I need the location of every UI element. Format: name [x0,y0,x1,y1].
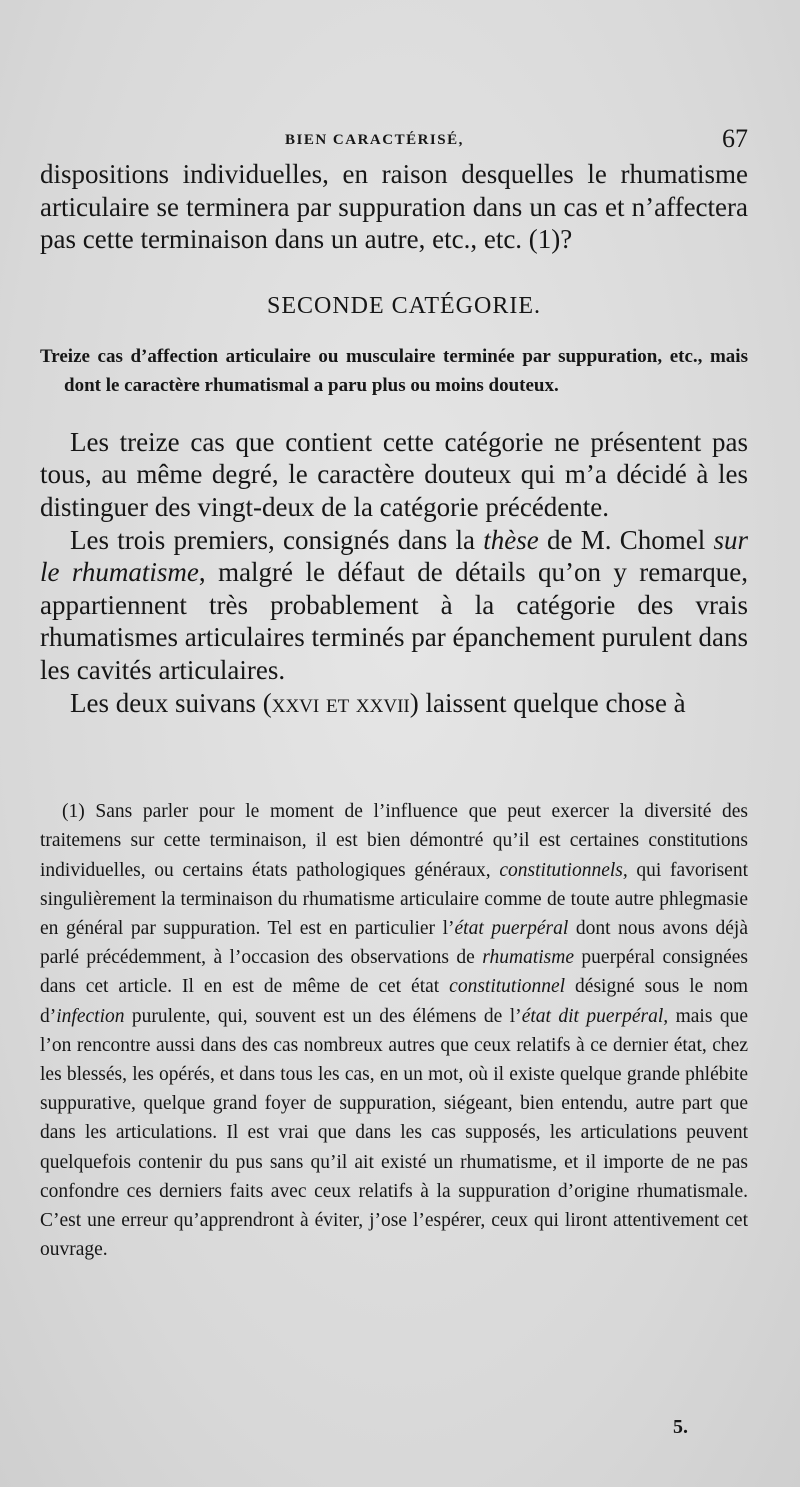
section-body [40,426,748,719]
paragraph-3 [40,687,748,720]
footnote-text [40,797,748,1264]
case-numbers: xxvi et xxvii [271,687,410,718]
running-title: BIEN CARACTÉRISÉ, [285,132,464,148]
footnote-italic: constitutionnel [449,976,566,998]
paragraph-2-text: de M. Chomel [538,524,714,555]
footnote-segment: (1) Sans parler pour le moment de l’influence que peut exercer la diversité des traitemens sur cette terminaison, il est bien démontré qu’il est certaines constitutions individuelles, ou certains états pathologiques généraux, [40,801,748,881]
footnote-segment: purulente, qui, souvent est un des élémens de l’ [124,1005,522,1027]
footnote [40,797,748,1264]
italic-these: thèse [483,524,539,555]
paragraph-2 [40,524,748,687]
footnote-italic: rhumatisme [482,947,574,969]
running-header [40,118,748,158]
footnote-segment: puerpéral consignées dans cet article. Il en est de même de cet état [40,947,749,998]
paragraph-2-text: , malgré le défaut de détails qu’on y remarque, appartiennent très probablement à la catégorie des vrais rhumatismes articulaires terminés par épanchement purulent dans les cavités articulaires. [40,557,748,685]
footnote-separator-space [40,719,748,775]
paragraph-1: Les treize cas que contient cette catégorie ne présentent pas tous, au même degré, le caractère douteux qui m’a décidé à les distinguer des vingt-deux de la catégorie précédente. [40,426,748,522]
main-text [40,158,748,256]
footnote-segment: qui favorisent singulièrement la terminaison du rhumatisme articulaire comme de toute autre phlegmasie en général par suppuration. Tel est en particulier l’ [40,859,749,939]
continued-paragraph: dispositions individuelles, en raison desquelles le rhumatisme articulaire se terminera par suppuration dans un cas et n’affectera pas cette terminaison dans un autre, etc., etc. (1)? [40,159,748,255]
footnote-italic: état puerpéral [454,917,569,939]
section-summary: Treize cas d’affection articulaire ou musculaire terminée par suppuration, etc., mais dont le caractère rhumatismal a paru plus ou moins douteux. [40,345,748,396]
italic-work-title: sur le rhumatisme [40,524,748,588]
footnote-italic: constitutionnels, [499,859,628,881]
footnote-segment: désigné sous le nom d’ [40,976,748,1027]
footnote-segment: mais que l’on rencontre aussi dans des cas nombreux autres que ceux relatifs à ce dernier état, chez les blessés, les opérés, et dans tous les cas, en un mot, où il existe quelque grande phlébite suppurative, quelque grand foyer de suppuration, siégeant, bien entendu, autre part que dans les articulations. Il est vrai que dans les cas supposés, les articulations peuvent quelquefois contenir du pus sans qu’il ait existé un rhumatisme, et il importe de ne pas confondre ces derniers faits avec ceux relatifs à la suppuration d’origine rhumatismale. C’est une erreur qu’apprendront à éviter, j’ose l’espérer, ceux qui liront attentivement cet ouvrage. [40,1005,748,1261]
paragraph-2-text: Les trois premiers, consignés dans la [70,524,484,555]
page-number: 67 [722,124,748,153]
paragraph-3-text: Les deux suivans ( [70,687,272,718]
footnote-segment: dont nous avons déjà parlé précédemment, à l’occasion des observations de [40,917,748,969]
section-title: SECONDE CATÉGORIE. [267,292,541,319]
paragraph-3-text: ) laissent quelque chose à [409,687,686,718]
footnote-italic: infection [56,1005,125,1027]
signature-mark: 5. [673,1416,688,1438]
footnote-italic: état dit puerpéral, [521,1005,669,1027]
